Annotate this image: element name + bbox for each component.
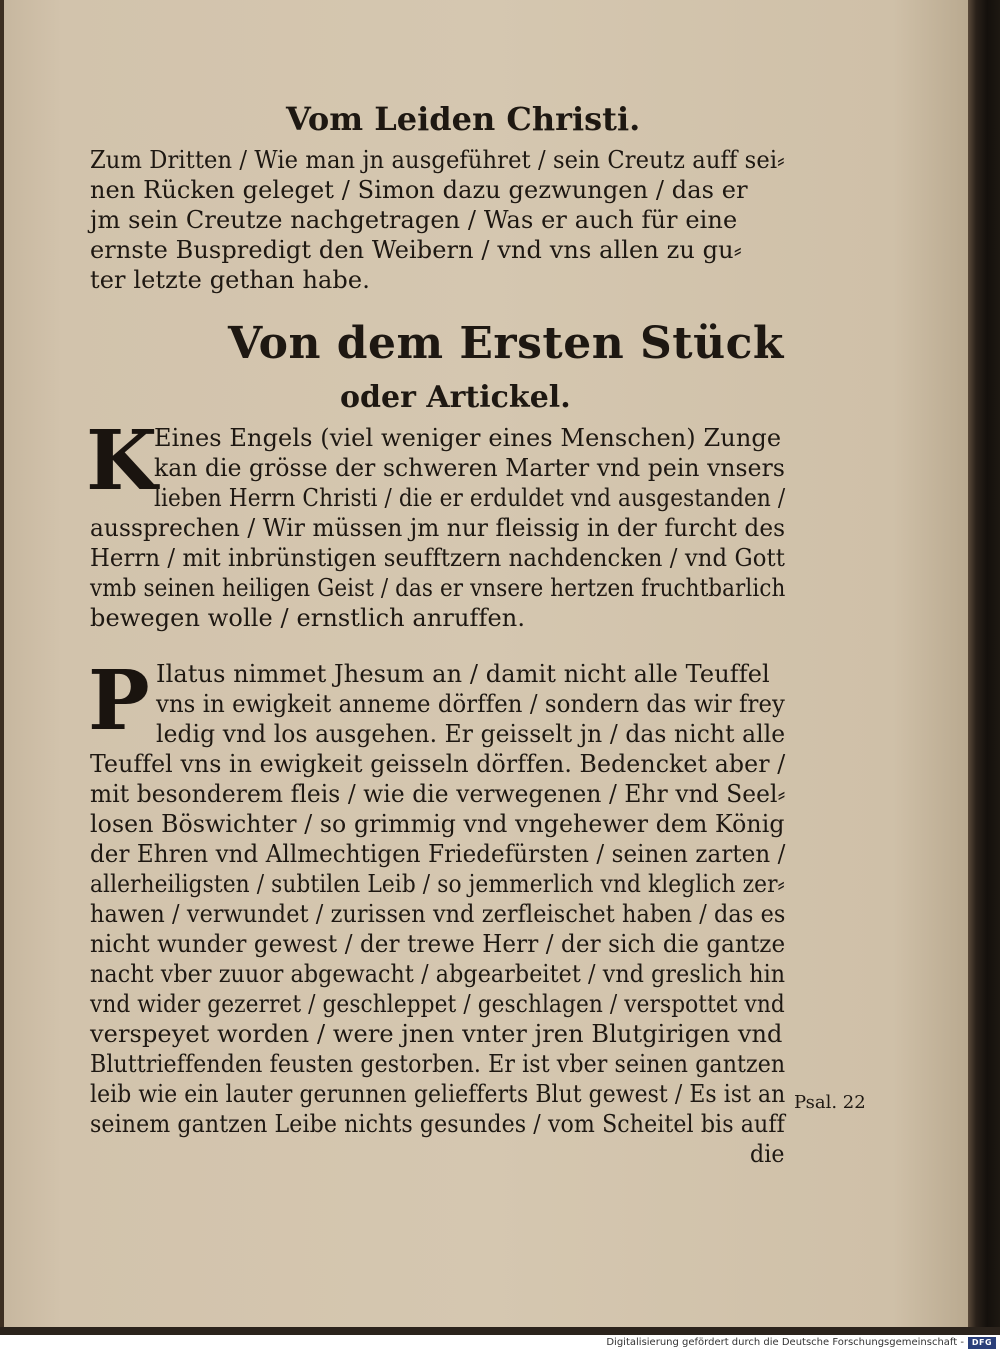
text-line: bewegen wolle / ernstlich anruffen.: [90, 604, 526, 632]
text-line: vnd wider gezerret / geschleppet / geschlagen / verspottet vnd: [90, 990, 785, 1018]
text-line: aussprechen / Wir müssen jm nur fleissig in der furcht des: [90, 514, 786, 542]
text-line: nicht wunder gewest / der trewe Herr / der sich die gantze: [90, 930, 786, 958]
intro-line: jm sein Creutze nachgetragen / Was er auch für eine: [90, 206, 738, 234]
section-subtitle: oder Artickel.: [340, 380, 571, 415]
catchword: die: [750, 1140, 785, 1168]
intro-line: Zum Dritten / Wie man jn ausgeführet / sein Creutz auff sei⸗: [90, 146, 785, 174]
text-line: kan die grösse der schweren Marter vnd pein vnsers: [154, 454, 785, 482]
section-title: Von dem Ersten Stück: [228, 318, 784, 369]
text-line: der Ehren vnd Allmechtigen Friedefürsten / seinen zarten /: [90, 840, 786, 868]
book-binding-edge: [968, 0, 1000, 1335]
text-line: losen Böswichter / so grimmig vnd vngehewer dem König: [90, 810, 785, 838]
text-line: ledig vnd los ausgehen. Er geisselt jn / das nicht alle: [156, 720, 786, 748]
intro-line: ter letzte gethan habe.: [90, 266, 370, 294]
text-line: Teuffel vns in ewigkeit geisseln dörffen. Bedencket aber /: [90, 750, 786, 778]
intro-line: ernste Buspredigt den Weibern / vnd vns allen zu gu⸗: [90, 236, 742, 264]
text-line: hawen / verwundet / zurissen vnd zerfleischet haben / das es: [90, 900, 786, 928]
text-line: Bluttrieffenden feusten gestorben. Er ist vber seinen gantzen: [90, 1050, 786, 1078]
text-line: Herrn / mit inbrünstigen seufftzern nachdencken / vnd Gott: [90, 544, 785, 572]
text-line: seinem gantzen Leibe nichts gesundes / vom Scheitel bis auff: [90, 1110, 785, 1138]
text-line: mit besonderem fleis / wie die verwegenen / Ehr vnd Seel⸗: [90, 780, 786, 808]
page-bottom-edge: [0, 1327, 1000, 1335]
text-line: vns in ewigkeit anneme dörffen / sondern das wir frey: [156, 690, 785, 718]
text-line: Ilatus nimmet Jhesum an / damit nicht alle Teuffel: [156, 660, 770, 688]
text-line: nacht vber zuuor abgewacht / abgearbeitet / vnd greslich hin: [90, 960, 786, 988]
text-line: allerheiligsten / subtilen Leib / so jemmerlich vnd kleglich zer⸗: [90, 870, 785, 898]
funding-credit: Digitalisierung gefördert durch die Deutsche Forschungsgemeinschaft -: [606, 1337, 964, 1348]
text-line: vmb seinen heiligen Geist / das er vnsere hertzen fruchtbarlich: [90, 574, 786, 602]
text-line: lieben Herrn Christi / die er erduldet vnd ausgestanden /: [154, 484, 786, 512]
text-line: verspeyet worden / were jnen vnter jren Blutgirigen vnd: [90, 1020, 783, 1048]
text-line: leib wie ein lauter gerunnen geliefferts Blut gewest / Es ist an: [90, 1080, 786, 1108]
running-head: Vom Leiden Christi.: [286, 100, 641, 138]
text-line: Eines Engels (viel weniger eines Menschen) Zunge: [154, 424, 782, 452]
dfg-logo: DFG: [968, 1337, 996, 1349]
drop-cap-initial: P: [88, 653, 150, 749]
intro-line: nen Rücken geleget / Simon dazu gezwungen / das er: [90, 176, 748, 204]
drop-cap-initial: K: [86, 413, 158, 509]
margin-note: Psal. 22: [794, 1092, 866, 1113]
